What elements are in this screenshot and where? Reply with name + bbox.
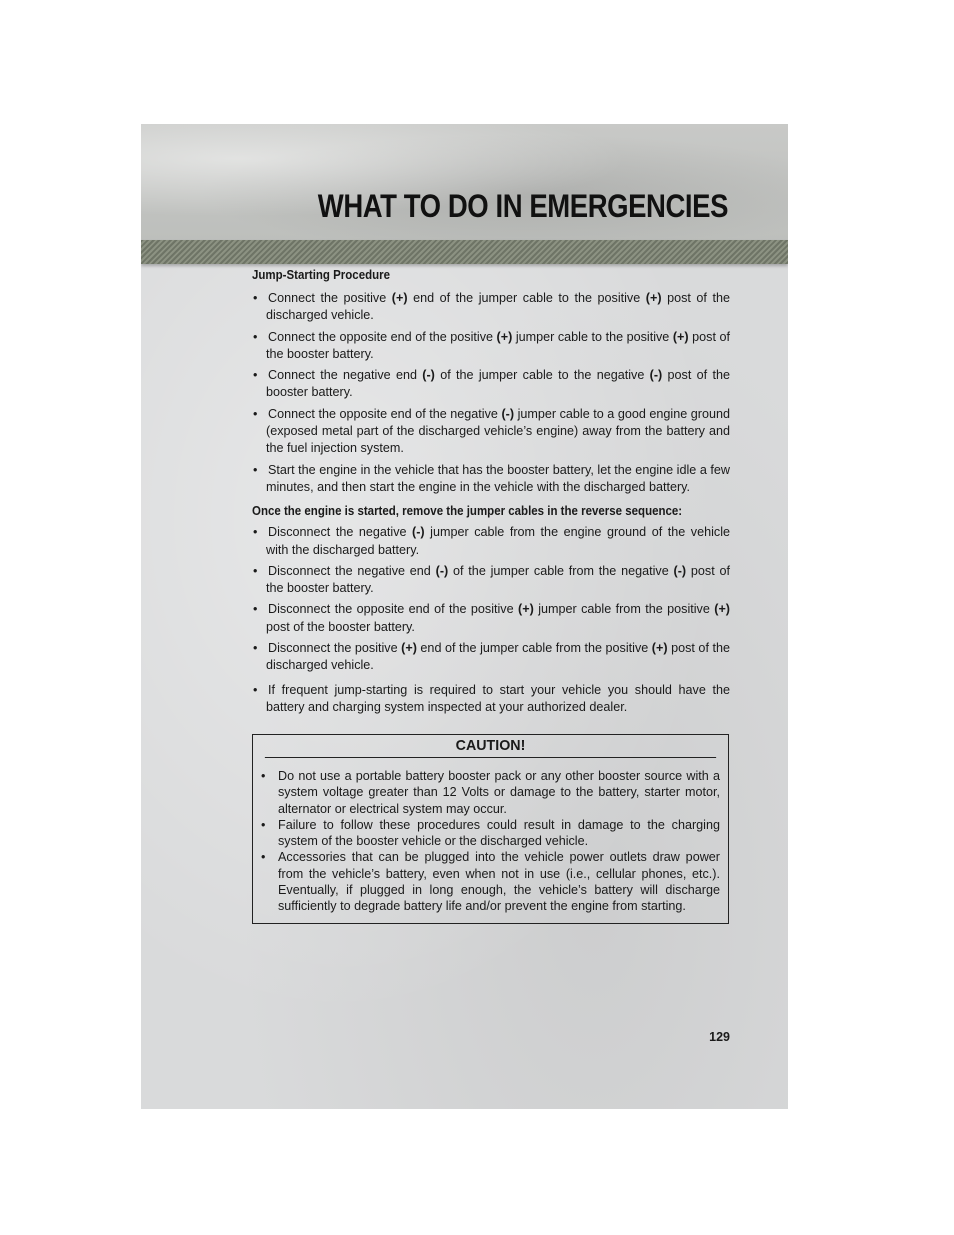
caution-list xyxy=(253,758,728,915)
list-item: • Disconnect the negative (-) jumper cable from the engine ground of the vehicle with the discharged battery. xyxy=(253,525,730,557)
page-number: 129 xyxy=(709,1030,730,1044)
content xyxy=(252,268,730,720)
bullet: • xyxy=(253,602,258,617)
bullet: • xyxy=(253,368,258,383)
caution-box xyxy=(252,734,729,924)
bullet: • xyxy=(253,329,258,344)
list-item: • If frequent jump-starting is required to start your vehicle you should have the battery and charging system inspected at your authorized dealer. xyxy=(253,682,730,714)
removal-steps xyxy=(252,524,730,716)
bullet: • xyxy=(253,641,258,656)
bullet: • xyxy=(253,563,258,578)
header-stripe xyxy=(141,240,788,264)
section-heading: Jump-Starting Procedure xyxy=(252,268,391,282)
procedure-steps xyxy=(252,290,730,496)
list-item: • Accessories that can be plugged into the vehicle power outlets draw power from the vehicle’s battery, even when not in use (i.e., cellular phones, etc.). Eventually, if plugged in long enough, the vehicle’s battery will discharge sufficiently to degrade battery life and/or prevent the engine from starting. xyxy=(261,850,720,914)
bullet: • xyxy=(261,817,266,832)
list-item: • Connect the negative end (-) of the jumper cable to the negative (-) post of the booster battery. xyxy=(253,368,730,400)
list-item: • Connect the opposite end of the positive (+) jumper cable to the positive (+) post of the booster battery. xyxy=(253,329,730,361)
list-item: • Do not use a portable battery booster pack or any other booster source with a system voltage greater than 12 Volts or damage to the battery, starter motor, alternator or electrical system may occur. xyxy=(261,769,720,816)
bullet: • xyxy=(253,462,258,477)
list-item: • Start the engine in the vehicle that has the booster battery, let the engine idle a few minutes, and then start the engine in the vehicle with the discharged battery. xyxy=(253,462,730,494)
list-item: • Disconnect the opposite end of the positive (+) jumper cable from the positive (+) post of the booster battery. xyxy=(253,602,730,634)
list-item: • Disconnect the negative end (-) of the jumper cable from the negative (-) post of the booster battery. xyxy=(253,563,730,596)
list-item: • Connect the opposite end of the negative (-) jumper cable to a good engine ground (exposed metal part of the discharged vehicle’s engine) away from the battery and the fuel injection system. xyxy=(253,406,730,456)
list-item: • Connect the positive (+) end of the jumper cable to the positive (+) post of the discharged vehicle. xyxy=(253,291,730,323)
bullet: • xyxy=(253,406,258,421)
header-banner xyxy=(141,124,788,240)
bullet: • xyxy=(253,291,258,305)
page-title: WHAT TO DO IN EMERGENCIES xyxy=(317,188,728,224)
bullet: • xyxy=(261,850,266,865)
sub-heading: Once the engine is started, remove the jumper cables in the reverse sequence: xyxy=(252,504,683,519)
list-item: • Failure to follow these procedures could result in damage to the charging system of the booster vehicle or the discharged vehicle. xyxy=(261,817,720,849)
bullet: • xyxy=(253,525,258,540)
caution-title: CAUTION! xyxy=(265,735,716,758)
bullet: • xyxy=(261,769,266,783)
list-item: • Disconnect the positive (+) end of the jumper cable from the positive (+) post of the discharged vehicle. xyxy=(253,641,730,673)
bullet: • xyxy=(253,682,258,697)
manual-page xyxy=(141,124,788,1109)
